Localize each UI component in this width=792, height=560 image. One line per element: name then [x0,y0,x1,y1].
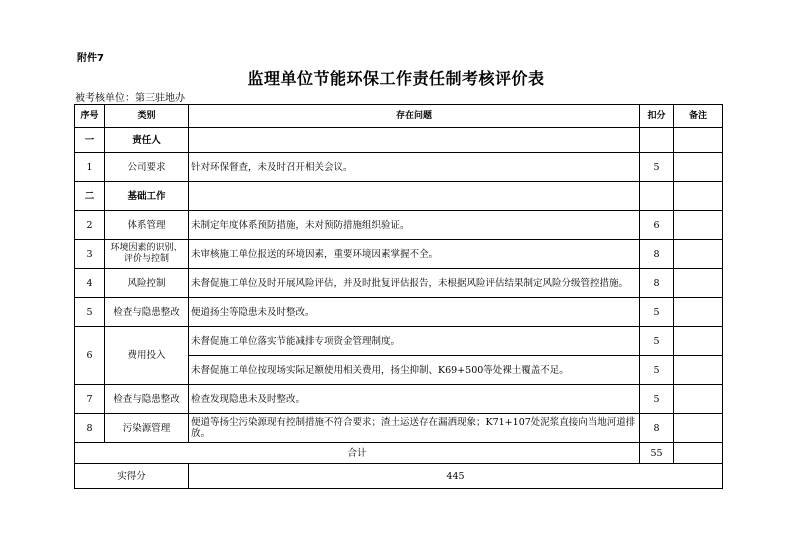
header-remark: 备注 [674,105,723,128]
header-issues: 存在问题 [189,105,640,128]
table-row [75,153,723,182]
row-issue: 未督促施工单位按现场实际足额使用相关费用，扬尘抑制、K69+500等处裸土覆盖不足。 [189,356,640,385]
row-seq: 1 [75,153,105,182]
score-value: 445 [189,464,723,489]
total-label: 合计 [75,443,640,464]
row-seq: 3 [75,240,105,269]
row-category: 费用投入 [105,327,189,385]
row-issue: 检查发现隐患未及时整改。 [189,385,640,414]
section-seq: 一 [75,128,105,153]
row-seq: 2 [75,211,105,240]
row-issue: 便道扬尘等隐患未及时整改。 [189,298,640,327]
table-row [75,298,723,327]
row-seq: 5 [75,298,105,327]
section-seq: 二 [75,182,105,211]
row-seq: 4 [75,269,105,298]
section-name: 基础工作 [105,182,189,211]
row-issue: 未督促施工单位落实节能减排专项资金管理制度。 [189,327,640,356]
header-deduction: 扣分 [640,105,674,128]
table-row [75,269,723,298]
row-category: 污染源管理 [105,414,189,443]
row-seq: 8 [75,414,105,443]
row-deduction: 5 [640,153,674,182]
row-category: 检查与隐患整改 [105,298,189,327]
row-category: 公司要求 [105,153,189,182]
table-row [75,240,723,269]
row-deduction: 6 [640,211,674,240]
row-deduction: 5 [640,298,674,327]
row-issue: 针对环保督查，未及时召开相关会议。 [189,153,640,182]
row-category: 体系管理 [105,211,189,240]
table-header-row [75,105,723,128]
row-issue: 未审核施工单位报送的环境因素，重要环境因素掌握不全。 [189,240,640,269]
section-row [75,128,723,153]
row-deduction: 8 [640,414,674,443]
row-seq: 7 [75,385,105,414]
row-deduction: 8 [640,269,674,298]
assessment-table [74,104,723,489]
row-deduction: 5 [640,327,674,356]
row-category: 风险控制 [105,269,189,298]
assessed-unit: 被考核单位：第三驻地办 [75,93,185,104]
row-seq: 6 [75,327,105,385]
row-deduction: 8 [640,240,674,269]
page-title: 监理单位节能环保工作责任制考核评价表 [247,69,545,88]
row-issue: 未督促施工单位及时开展风险评估，并及时批复评估报告，未根据风险评估结果制定风险分级管控措施。 [189,269,640,298]
score-row [75,464,723,489]
score-label: 实得分 [75,464,189,489]
row-issue: 未制定年度体系预防措施，未对预防措施组织验证。 [189,211,640,240]
row-deduction: 5 [640,356,674,385]
header-category: 类别 [105,105,189,128]
row-deduction: 5 [640,385,674,414]
section-name: 责任人 [105,128,189,153]
header-seq: 序号 [75,105,105,128]
row-category: 检查与隐患整改 [105,385,189,414]
total-value: 55 [640,443,674,464]
row-category: 环境因素的识别、评价与控制 [105,240,189,269]
total-row [75,443,723,464]
table-row [75,327,723,356]
table-row [75,385,723,414]
section-row [75,182,723,211]
table-row [75,211,723,240]
table-row [75,414,723,443]
row-issue: 便道等扬尘污染源现有控制措施不符合要求；渣土运送存在漏洒现象；K71+107处泥浆直接向当地河道排放。 [189,414,640,443]
attachment-label: 附件7 [77,53,104,64]
